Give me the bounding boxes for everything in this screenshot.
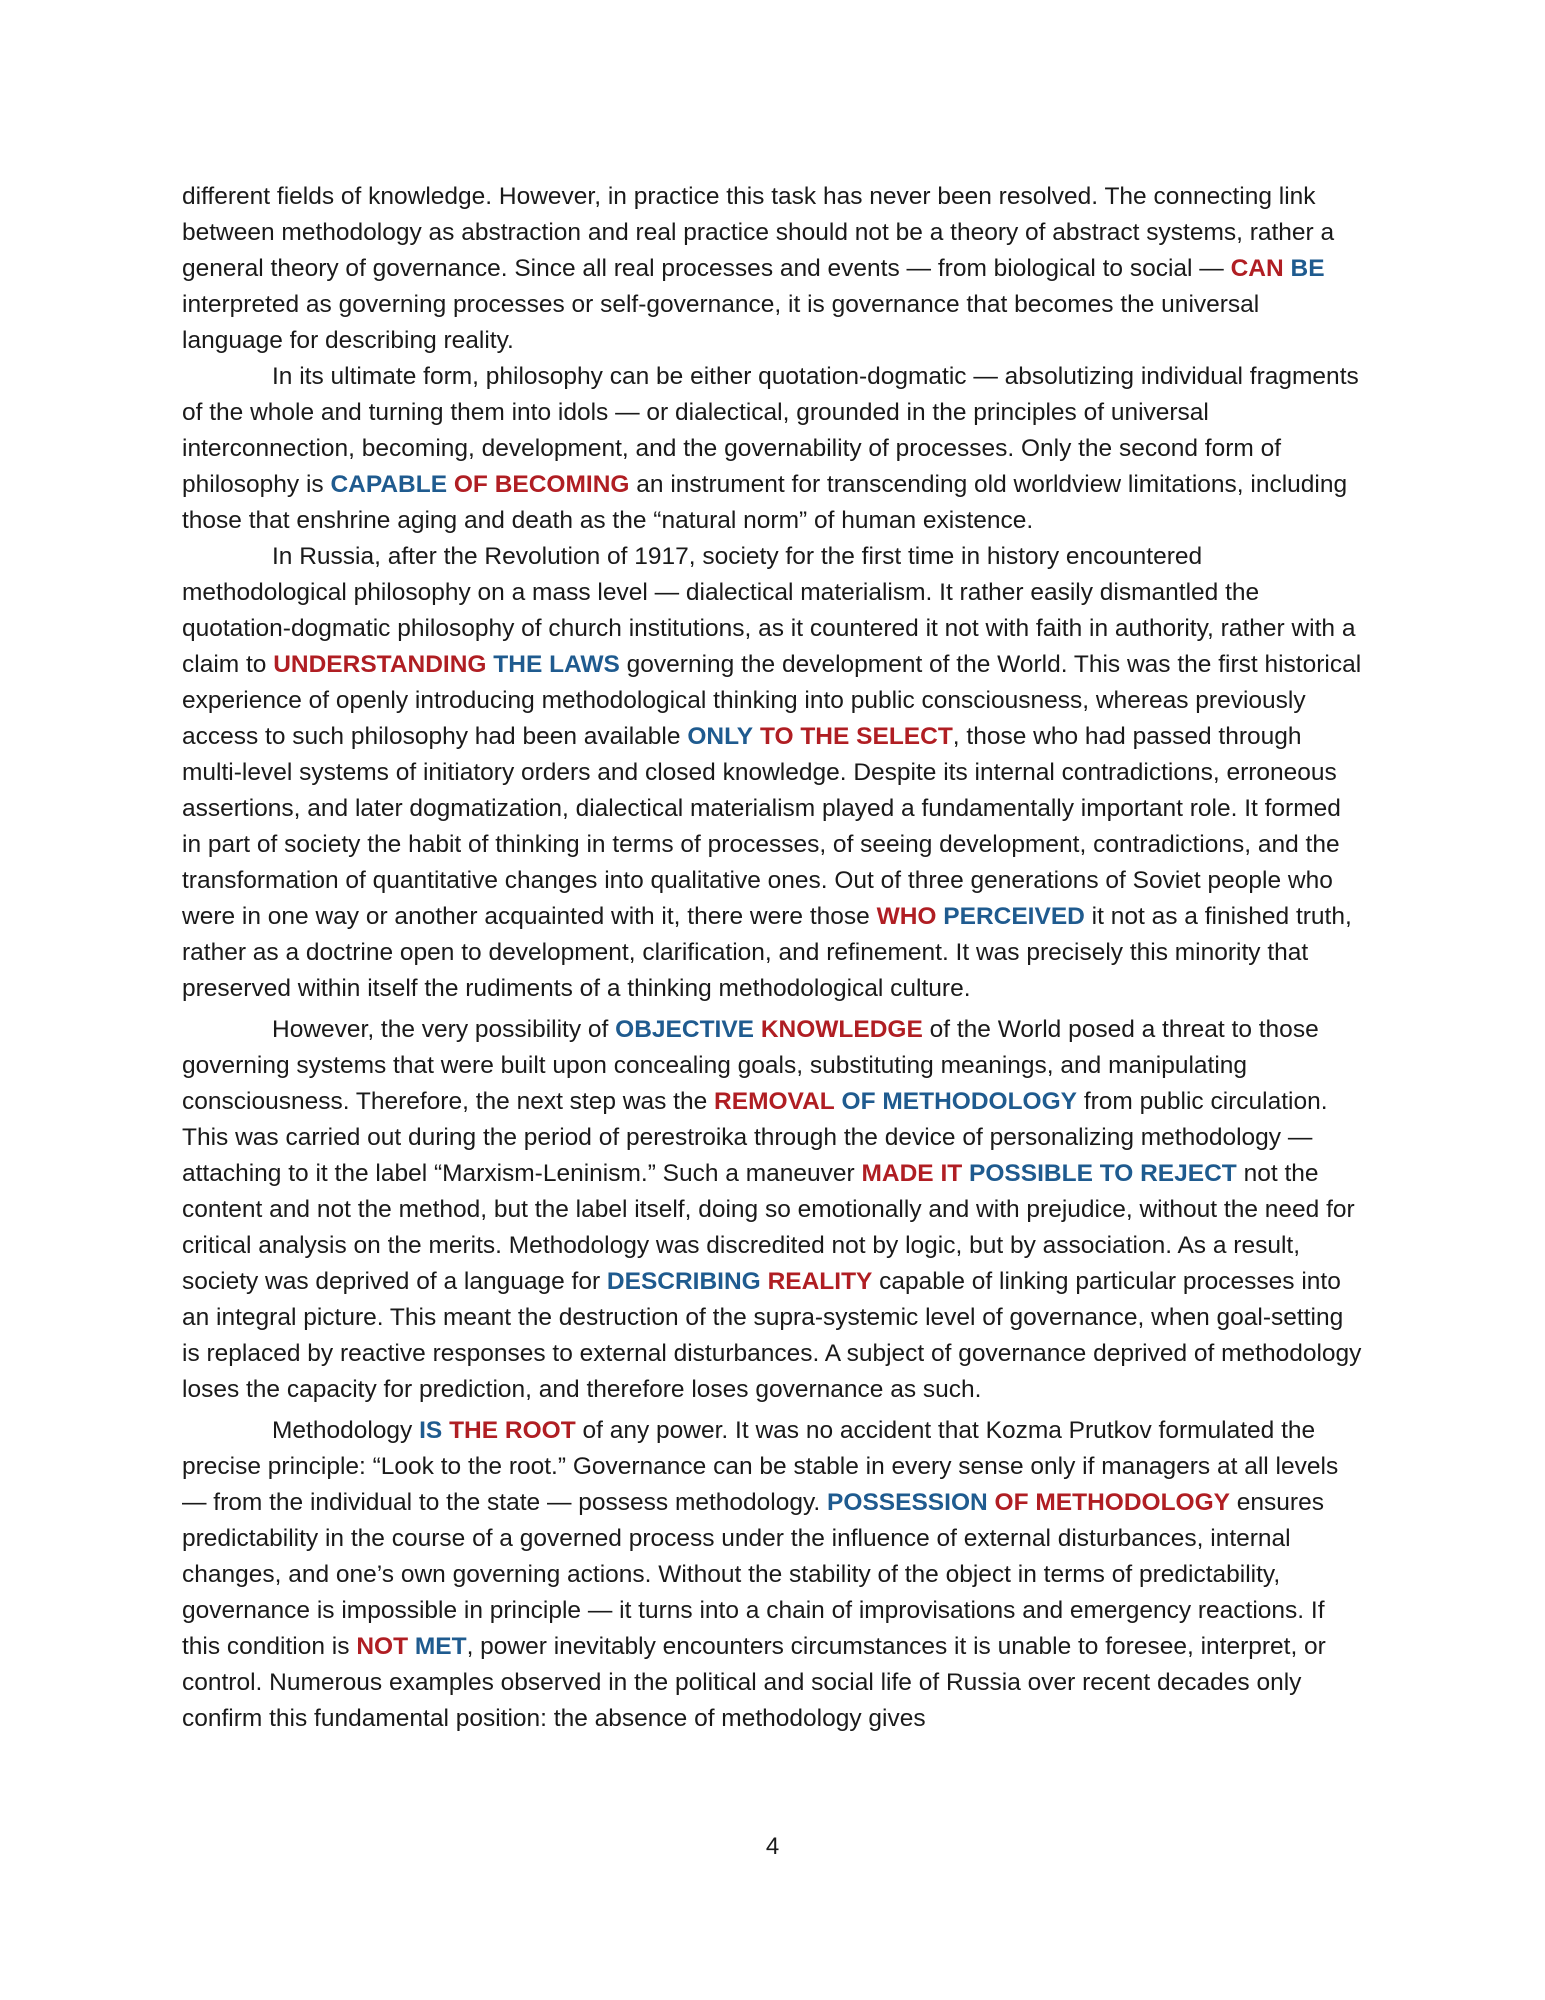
text-run: , power inevitably encounters circumstances it is unable to foresee, interpret, or control. Numerous examples observed in the political and social life of Russia over recent decades only confirm this fundamental position: the absence of methodology gives — [182, 1633, 1326, 1732]
text-run: of any power. It was no accident that Kozma Prutkov formulated the precise principle: “Look to the root.” Governance can be stable in every sense only if managers at all levels — from the individual to the state — possess methodology. — [182, 1417, 1339, 1516]
highlighted-phrase: DESCRIBING — [606, 1268, 761, 1295]
highlighted-phrase: OBJECTIVE — [615, 1016, 755, 1043]
highlighted-phrase: MADE IT — [861, 1160, 963, 1187]
text-run — [1284, 255, 1291, 282]
text-run: of the World posed a threat to those governing systems that were built upon concealing goals, substituting meanings, and manipulating consciousness. Therefore, the next step was the — [182, 1016, 1319, 1115]
text-run: Methodology — [272, 1417, 420, 1444]
highlighted-phrase: PERCEIVED — [943, 903, 1085, 930]
paragraph — [182, 359, 1362, 539]
text-run: it not as a finished truth, rather as a doctrine open to development, clarification, and refinement. It was precisely this minority that preserved within itself the rudiments of a thinking methodological culture. — [182, 903, 1352, 1002]
highlighted-phrase: OF METHODOLOGY — [841, 1088, 1078, 1115]
text-run: capable of linking particular processes into an integral picture. This meant the destruction of the supra-systemic level of governance, when goal-setting is replaced by reactive responses to external disturbances. A subject of governance deprived of methodology loses the capacity for prediction, and therefore loses governance as such. — [182, 1268, 1362, 1403]
highlighted-phrase: TO THE SELECT — [759, 723, 953, 750]
highlighted-phrase: MET — [414, 1633, 467, 1660]
text-run: an instrument for transcending old worldview limitations, including those that enshrine aging and death as the “natural norm” of human existence. — [182, 471, 1348, 534]
text-run: However, the very possibility of — [272, 1016, 616, 1043]
text-run — [754, 1016, 761, 1043]
text-run — [835, 1088, 842, 1115]
paragraph — [182, 1413, 1362, 1737]
text-run: interpreted as governing processes or self-governance, it is governance that becomes the universal language for describing reality. — [182, 291, 1260, 354]
text-run — [447, 471, 454, 498]
text-run — [761, 1268, 768, 1295]
highlighted-phrase: THE LAWS — [493, 651, 620, 678]
text-run: different fields of knowledge. However, in practice this task has never been resolved. The connecting link between methodology as abstraction and real practice should not be a theory of abstract systems, rather a general theory of governance. Since all real processes and events — from biological to social — — [182, 183, 1335, 282]
highlighted-phrase: UNDERSTANDING — [273, 651, 487, 678]
text-run: In its ultimate form, philosophy can be either quotation-dogmatic — absolutizing individual fragments of the whole and turning them into idols — or dialectical, grounded in the principles of universal interconnection, becoming, development, and the governability of processes. Only the second form of philosophy is — [182, 363, 1359, 498]
highlighted-phrase: WHO — [876, 903, 937, 930]
document-body — [182, 179, 1362, 1737]
highlighted-phrase: REMOVAL — [714, 1088, 835, 1115]
text-run: ensures predictability in the course of a governed process under the influence of external disturbances, internal changes, and one’s own governing actions. Without the stability of the object in terms of predictability, governance is impossible in principle — it turns into a chain of improvisations and emergency reactions. If this condition is — [182, 1489, 1325, 1660]
highlighted-phrase: CAN — [1230, 255, 1284, 282]
paragraph — [182, 539, 1362, 1007]
highlighted-phrase: THE ROOT — [449, 1417, 576, 1444]
highlighted-phrase: ONLY — [687, 723, 754, 750]
paragraph — [182, 179, 1362, 359]
text-run: governing the development of the World. This was the first historical experience of openly introducing methodological thinking into public consciousness, whereas previously access to such philosophy had been available — [182, 651, 1362, 750]
text-run: not the content and not the method, but the label itself, doing so emotionally and with prejudice, without the need for critical analysis on the merits. Methodology was discredited not by logic, but by association. As a result, society was deprived of a language for — [182, 1160, 1355, 1295]
highlighted-phrase: REALITY — [767, 1268, 873, 1295]
highlighted-phrase: IS — [419, 1417, 443, 1444]
highlighted-phrase: CAPABLE — [330, 471, 448, 498]
page-number: 4 — [765, 1833, 780, 1860]
highlighted-phrase: POSSESSION — [827, 1489, 988, 1516]
text-run — [962, 1160, 969, 1187]
highlighted-phrase: BE — [1290, 255, 1325, 282]
text-run: from public circulation. This was carried out during the period of perestroika through the device of personalizing methodology — attaching to it the label “Marxism-Leninism.” Such a maneuver — [182, 1088, 1328, 1187]
text-run — [408, 1633, 415, 1660]
highlighted-phrase: OF METHODOLOGY — [994, 1489, 1230, 1516]
highlighted-phrase: NOT — [356, 1633, 409, 1660]
paragraph — [182, 1012, 1362, 1408]
text-run: , those who had passed through multi-level systems of initiatory orders and closed knowledge. Despite its internal contradictions, erroneous assertions, and later dogmatization, dialectical materialism played a fundamentally important role. It formed in part of society the habit of thinking in terms of processes, of seeing development, contradictions, and the transformation of quantitative changes into qualitative ones. Out of three generations of Soviet people who were in one way or another acquainted with it, there were those — [182, 723, 1341, 930]
text-run — [988, 1489, 995, 1516]
highlighted-phrase: OF BECOMING — [453, 471, 630, 498]
highlighted-phrase: KNOWLEDGE — [760, 1016, 923, 1043]
text-run: In Russia, after the Revolution of 1917, society for the first time in history encountered methodological philosophy on a mass level — dialectical materialism. It rather easily dismantled the quotation-dogmatic philosophy of church institutions, as it countered it not with faith in authority, rather with a claim to — [182, 543, 1356, 678]
highlighted-phrase: POSSIBLE TO REJECT — [969, 1160, 1237, 1187]
text-run — [753, 723, 760, 750]
